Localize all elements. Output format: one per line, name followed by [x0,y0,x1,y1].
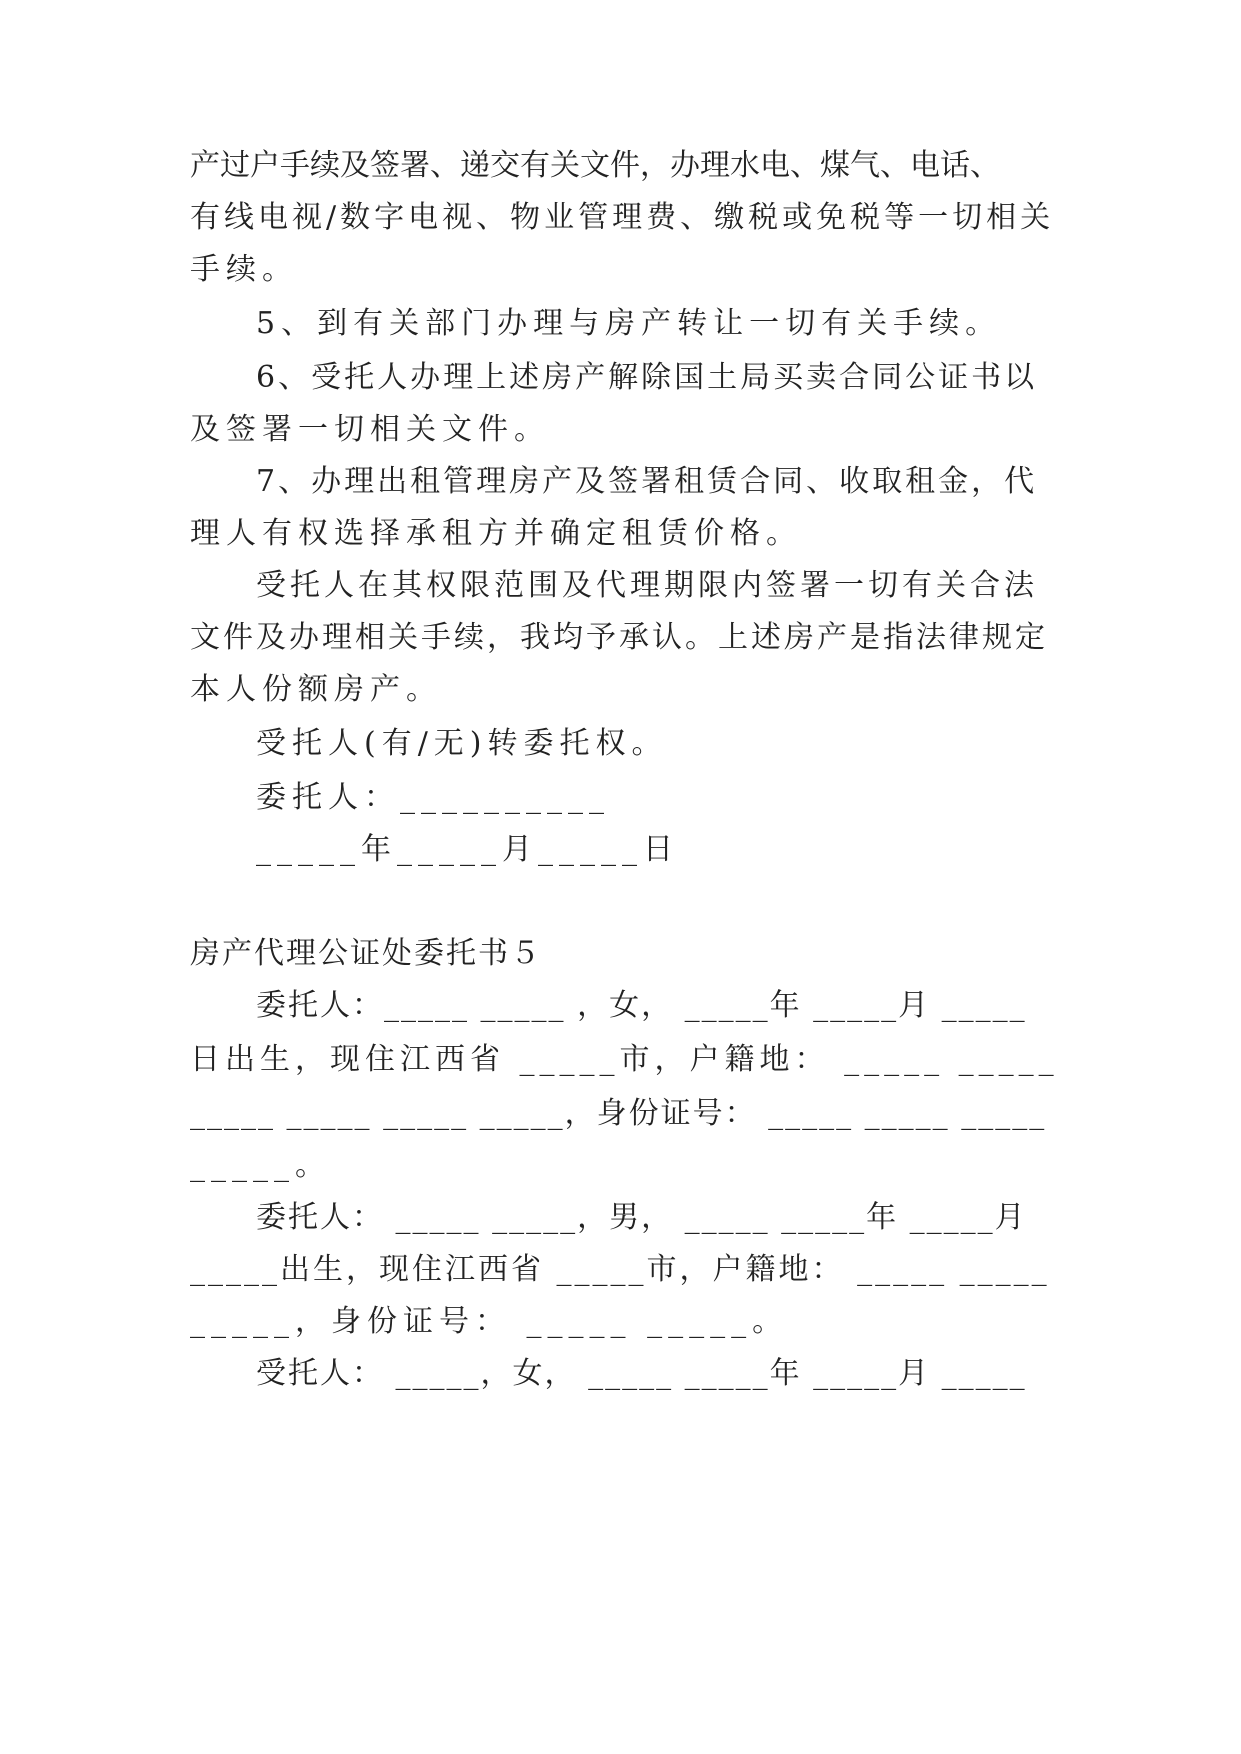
paragraph-line: 本人份额房产。 [190,672,442,707]
date-line: _____年_____月_____日 [256,832,679,867]
section-title: 房产代理公证处委托书５ [190,936,542,971]
paragraph-line: 委托人：_____ _____ ，女， _____年 _____月 _____ [256,988,1027,1023]
paragraph-line: 有线电视/数字电视、物业管理费、缴税或免税等一切相关 [190,200,1055,235]
paragraph-line: _____，身份证号： _____ _____。 [190,1304,789,1339]
paragraph-line: _____出生，现住江西省 _____市，户籍地： _____ _____ [190,1252,1050,1287]
text-line: 产过户手续及签署、递交有关文件，办理水电、煤气、电话、 [190,148,1000,183]
paragraph-line: 文件及办理相关手续，我均予承认。上述房产是指法律规定 [190,620,1048,655]
paragraph-line: 受托人(有/无)转委托权。 [256,726,668,761]
signature-line: 委托人：__________ [256,780,610,815]
paragraph-line: 委托人： _____ _____，男， _____ _____年 _____月 [256,1200,1027,1235]
list-item-6: 6、受托人办理上述房产解除国土局买卖合同公证书以 [256,360,1038,395]
paragraph-line: _____。 [190,1148,331,1183]
list-item-7: 7、办理出租管理房产及签署租赁合同、收取租金，代 [256,464,1038,499]
paragraph-line: 手续。 [190,252,298,287]
paragraph-line: _____ _____ _____ _____，身份证号： _____ _____ _____ [190,1096,1047,1131]
paragraph-line: 日出生，现住江西省 _____市，户籍地： _____ _____ [190,1042,1059,1077]
paragraph-line: 及签署一切相关文件。 [190,412,550,447]
paragraph-line: 受托人在其权限范围及代理期限内签署一切有关合法 [256,568,1038,603]
paragraph-line [190,146,1060,186]
paragraph-line: 受托人： _____，女， _____ _____年 _____月 _____ [256,1356,1027,1391]
paragraph-line: 理人有权选择承租方并确定租赁价格。 [190,516,802,551]
list-item-5: 5、到有关部门办理与房产转让一切有关手续。 [256,306,1002,341]
